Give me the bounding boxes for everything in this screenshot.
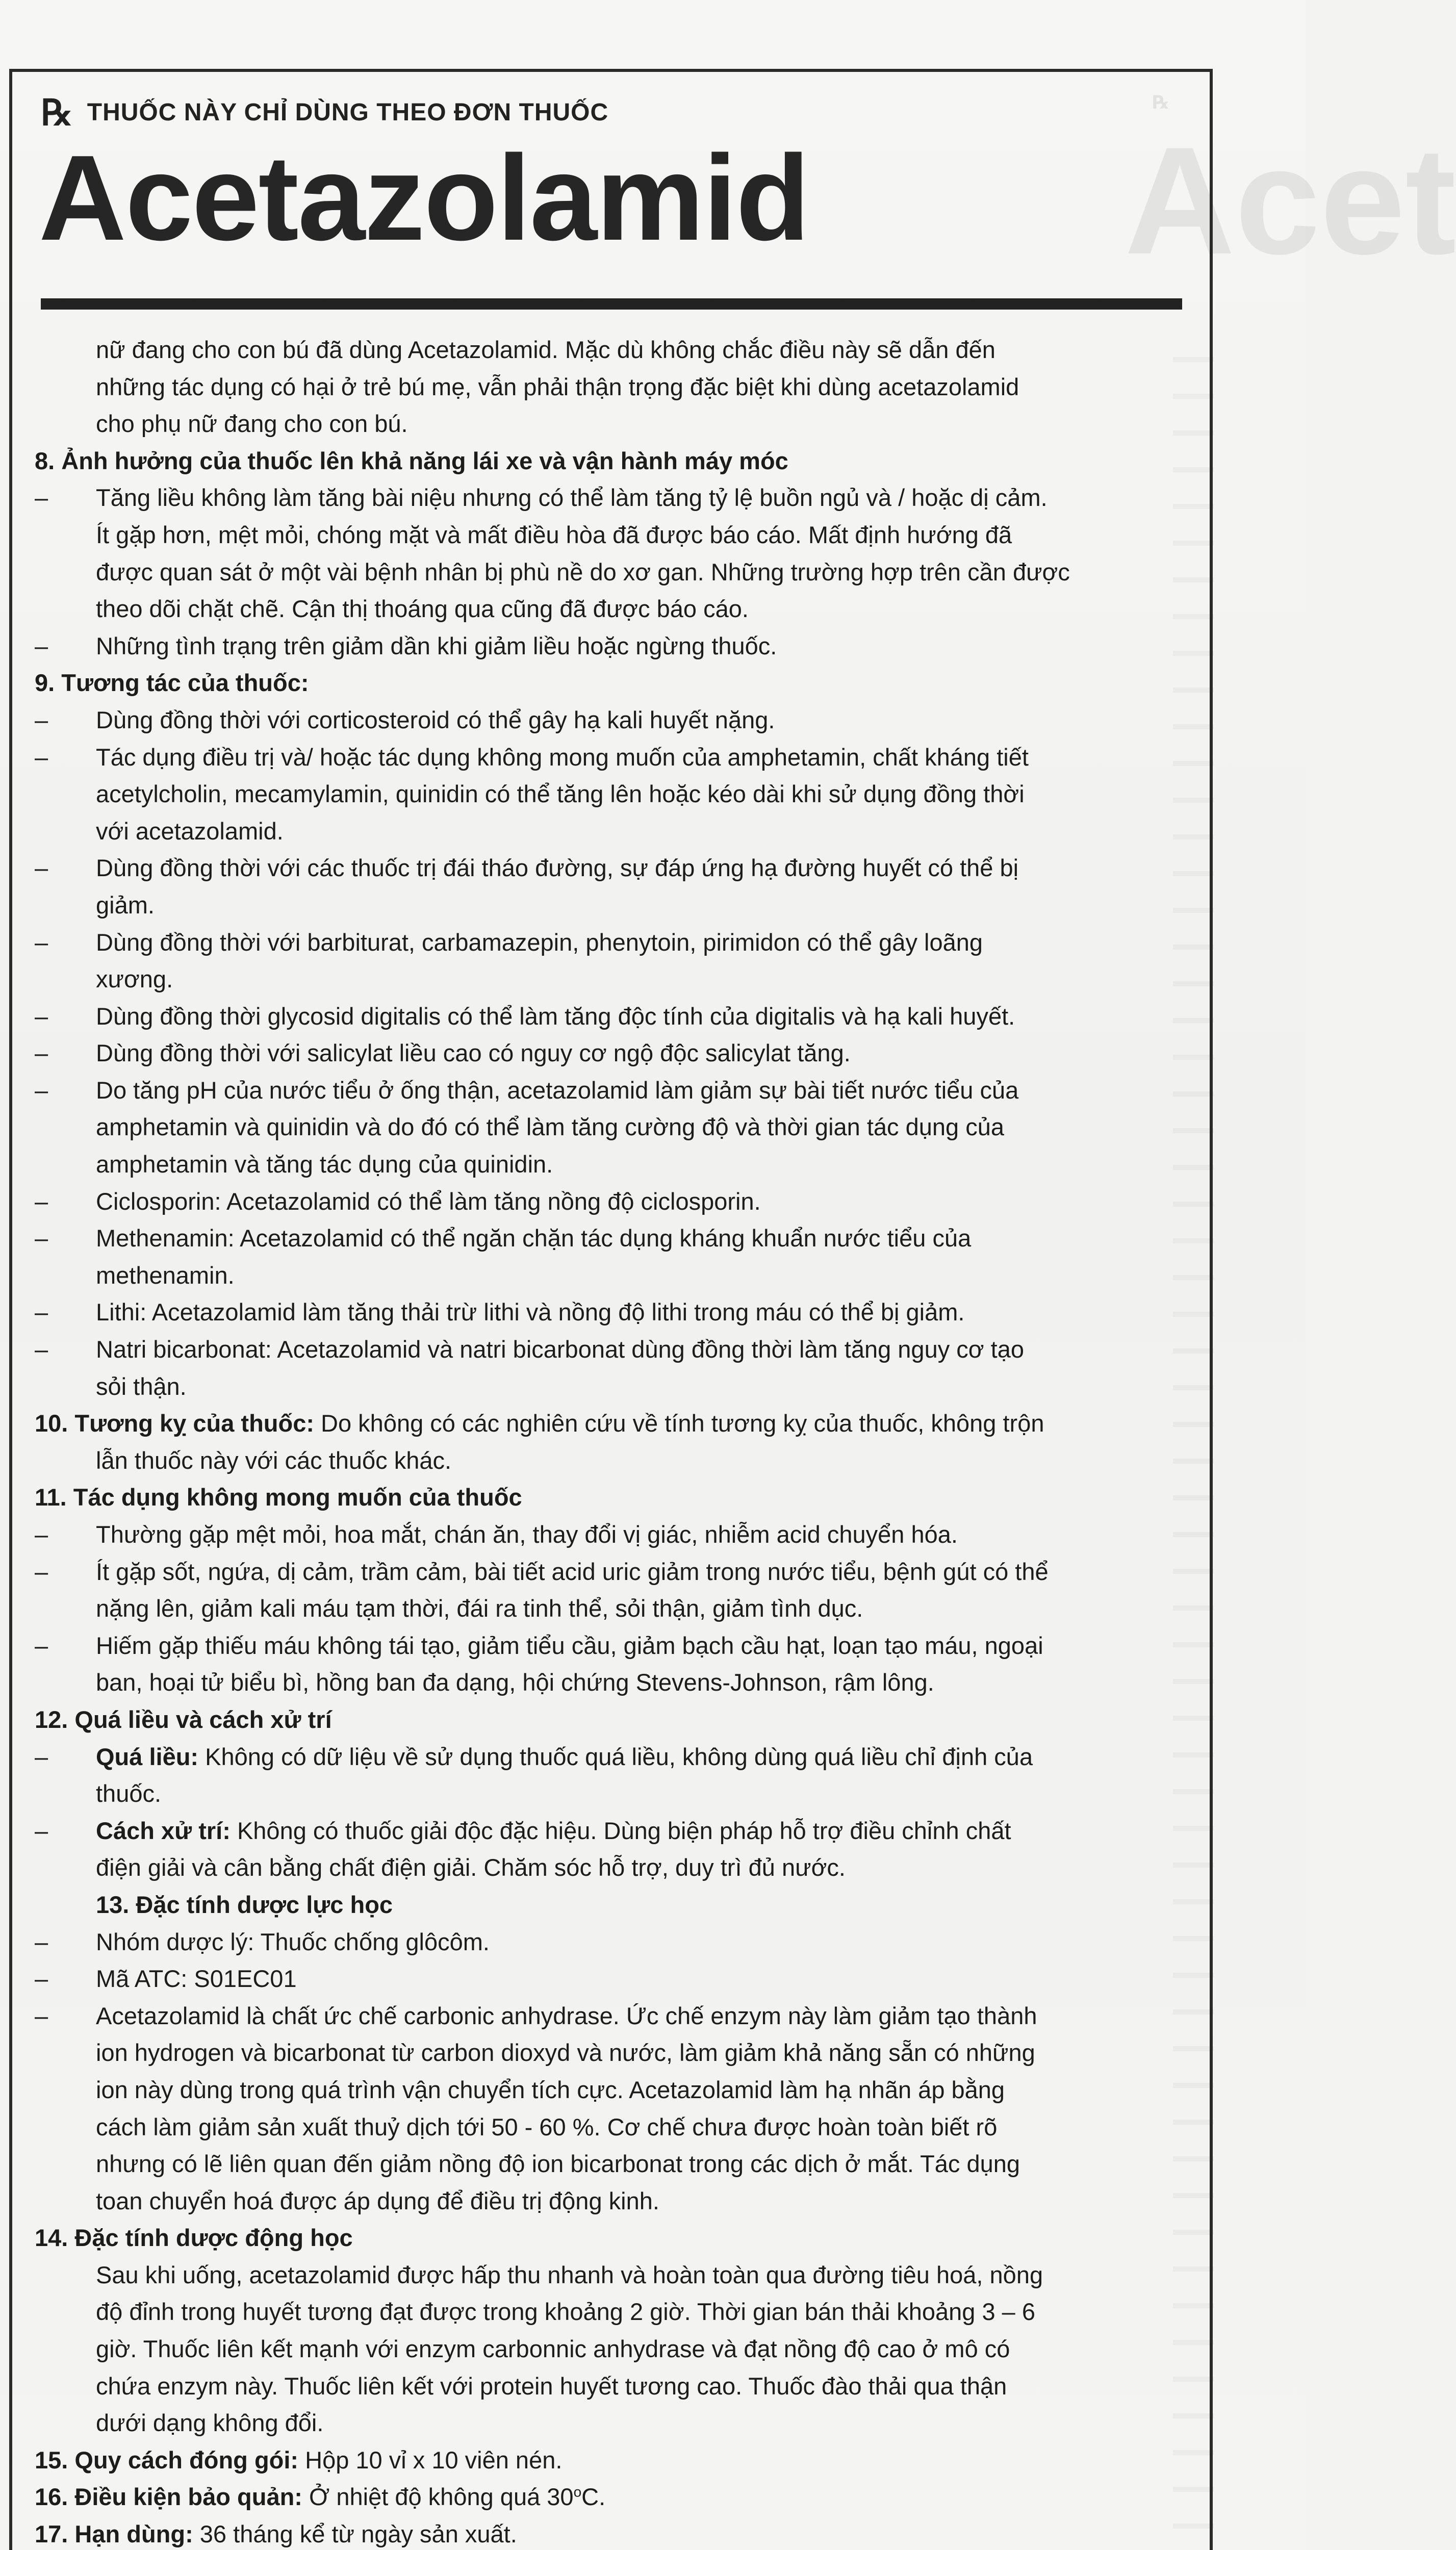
section-16 [35, 2479, 1192, 2516]
list-item [35, 739, 1192, 850]
text-line: – Acetazolamid là chất ức chế carbonic anhydrase. Ức chế enzym này làm giảm tạo thành [96, 2002, 1037, 2029]
list-item [35, 1960, 1192, 1998]
text-line: – Dùng đồng thời với salicylat liều cao có nguy cơ ngộ độc salicylat tăng. [96, 1039, 851, 1067]
list-item [35, 850, 1192, 924]
section-heading-9: 9. Tương tác của thuốc: [35, 669, 309, 697]
storage-text: Ở nhiệt độ không quá 30 [309, 2483, 574, 2511]
list-item [35, 998, 1192, 1035]
section-heading-10: 10. Tương kỵ của thuốc: [35, 1410, 314, 1437]
text-line: acetylcholin, mecamylamin, quinidin có thể tăng lên hoặc kéo dài khi sử dụng đồng thời [96, 780, 1025, 808]
text-line: nặng lên, giảm kali máu tạm thời, đái ra tinh thể, sỏi thận, giảm tình dục. [96, 1595, 863, 1622]
text-line: – Ciclosporin: Acetazolamid có thể làm tăng nồng độ ciclosporin. [96, 1187, 761, 1215]
text-line: – Natri bicarbonat: Acetazolamid và natri bicarbonat dùng đồng thời làm tăng nguy cơ tạo [96, 1336, 1024, 1363]
section-15 [35, 2442, 1192, 2479]
storage-unit: C. [581, 2483, 606, 2511]
text-line: độ đỉnh trong huyết tương đạt được trong khoảng 2 giờ. Thời gian bán thải khoảng 3 – 6 [96, 2298, 1036, 2326]
text-line: nữ đang cho con bú đã dùng Acetazolamid. Mặc dù không chắc điều này sẽ dẫn đến [96, 336, 995, 363]
text-line: – Methenamin: Acetazolamid có thể ngăn chặn tác dụng kháng khuẩn nước tiểu của [96, 1225, 972, 1252]
list-item [35, 1035, 1192, 1072]
list-item [35, 1627, 1192, 1701]
leaflet-body [35, 332, 1192, 2550]
text-line: – Thường gặp mệt mỏi, hoa mắt, chán ăn, thay đổi vị giác, nhiễm acid chuyển hóa. [96, 1521, 958, 1548]
treatment-line [96, 1813, 1192, 1850]
title-divider [41, 298, 1182, 310]
text-line: ban, hoại tử biểu bì, hồng ban đa dạng, hội chứng Stevens-Johnson, rậm lông. [96, 1669, 934, 1696]
text-line: với acetazolamid. [96, 817, 284, 845]
text-line: – Dùng đồng thời với corticosteroid có thể gây hạ kali huyết nặng. [96, 706, 775, 733]
text-line: ion hydrogen và bicarbonat từ carbon dioxyd và nước, làm giảm khả năng sẵn có những [96, 2039, 1035, 2067]
list-item [35, 1294, 1192, 1331]
prescription-header [41, 91, 609, 134]
text-line: giờ. Thuốc liên kết mạnh với enzym carbonnic anhydrase và đạt nồng độ cao ở mô có [96, 2335, 1010, 2363]
text-line: Không có dữ liệu về sử dụng thuốc quá liều, không dùng quá liều chỉ định của [205, 1743, 1033, 1770]
text-line: methenamin. [96, 1261, 235, 1289]
text-line: điện giải và cân bằng chất điện giải. Chăm sóc hỗ trợ, duy trì đủ nước. [96, 1854, 846, 1881]
text-line: cho phụ nữ đang cho con bú. [96, 410, 408, 438]
text-line: – Hiếm gặp thiếu máu không tái tạo, giảm tiểu cầu, giảm bạch cầu hạt, loạn tạo máu, ngoại [96, 1631, 1043, 1659]
text-line: cách làm giảm sản xuất thuỷ dịch tới 50 - 60 %. Cơ chế chưa được hoàn toàn biết rõ [96, 2113, 998, 2140]
text-line: – Tác dụng điều trị và/ hoặc tác dụng không mong muốn của amphetamin, chất kháng tiết [96, 743, 1029, 771]
section-heading-15: 15. Quy cách đóng gói: [35, 2446, 299, 2474]
show-through-watermark: Acet [1125, 115, 1456, 286]
text-line: giảm. [96, 891, 155, 919]
list-item [35, 1220, 1192, 1294]
list-item [35, 1739, 1192, 1813]
text-line: Do không có các nghiên cứu về tính tương kỵ của thuốc, không trộn [321, 1410, 1044, 1437]
list-item [35, 1998, 1192, 2220]
drug-title: Acetazolamid [39, 131, 809, 266]
section-heading-14: 14. Đặc tính dược động học [35, 2224, 353, 2252]
text-line: nhưng có lẽ liên quan đến giảm nồng độ ion bicarbonat trong các dịch ở mắt. Tác dụng [96, 2150, 1020, 2178]
section-heading-17: 17. Hạn dùng: [35, 2520, 193, 2548]
text-line: – Ít gặp sốt, ngứa, dị cảm, trầm cảm, bài tiết acid uric giảm trong nước tiểu, bệnh gút có thể [96, 1558, 1049, 1585]
list-item [35, 628, 1192, 665]
rx-icon: ℞ [41, 91, 70, 134]
section-heading-13: 13. Đặc tính dược lực học [96, 1891, 393, 1918]
section-10 [35, 1405, 1192, 1442]
text-line: – Dùng đồng thời với barbiturat, carbamazepin, phenytoin, pirimidon có thể gây loãng [96, 928, 983, 956]
text-line: amphetamin và quinidin và do đó có thể làm tăng cường độ và thời gian tác dụng của [96, 1113, 1004, 1141]
section-heading-8: 8. Ảnh hưởng của thuốc lên khả năng lái xe và vận hành máy móc [35, 447, 788, 474]
text-line: xương. [96, 965, 173, 993]
text-line: – Tăng liều không làm tăng bài niệu nhưng có thể làm tăng tỷ lệ buồn ngủ và / hoặc dị cảm. [96, 484, 1048, 512]
show-through-header: ℞ [1153, 92, 1169, 113]
packaging-text: Hộp 10 vỉ x 10 viên nén. [305, 2446, 563, 2474]
list-item [35, 1813, 1192, 1886]
text-line: dưới dạng không đổi. [96, 2409, 324, 2437]
list-item [35, 1183, 1192, 1220]
section-heading-11: 11. Tác dụng không mong muốn của thuốc [35, 1484, 522, 1511]
list-item [35, 702, 1192, 739]
text-line: – Dùng đồng thời glycosid digitalis có thể làm tăng độc tính của digitalis và hạ kali huyết. [96, 1002, 1015, 1030]
text-line: thuốc. [96, 1780, 162, 1807]
list-item [35, 1331, 1192, 1405]
section-heading-16: 16. Điều kiện bảo quản: [35, 2483, 302, 2511]
text-line: – Nhóm dược lý: Thuốc chống glôcôm. [96, 1928, 490, 1955]
text-line: ion này dùng trong quá trình vận chuyển tích cực. Acetazolamid làm hạ nhãn áp bằng [96, 2076, 1005, 2103]
text-line: toan chuyển hoá được áp dụng để điều trị động kinh. [96, 2187, 659, 2214]
degree-mark: o [573, 2484, 582, 2500]
shelf-life-text: 36 tháng kể từ ngày sản xuất. [199, 2520, 517, 2548]
overdose-label: Quá liều: [96, 1743, 199, 1770]
text-line: được quan sát ở một vài bệnh nhân bị phù nề do xơ gan. Những trường hợp trên cần được [96, 558, 1070, 585]
text-line: những tác dụng có hại ở trẻ bú mẹ, vẫn phải thận trọng đặc biệt khi dùng acetazolamid [96, 373, 1019, 400]
list-item [35, 479, 1192, 627]
text-line: sỏi thận. [96, 1372, 187, 1400]
text-line: – Mã ATC: S01EC01 [96, 1965, 297, 1993]
list-item [35, 1553, 1192, 1627]
list-item [35, 1924, 1192, 1961]
section-heading-12: 12. Quá liều và cách xử trí [35, 1705, 332, 1733]
prescription-notice: THUỐC NÀY CHỈ DÙNG THEO ĐƠN THUỐC [87, 98, 609, 126]
overdose-line [96, 1739, 1192, 1776]
section-17 [35, 2516, 1192, 2550]
text-line: – Lithi: Acetazolamid làm tăng thải trừ lithi và nồng độ lithi trong máu có thể bị giảm. [96, 1298, 965, 1326]
treatment-label: Cách xử trí: [96, 1817, 231, 1844]
text-line: – Dùng đồng thời với các thuốc trị đái tháo đường, sự đáp ứng hạ đường huyết có thể bị [96, 854, 1019, 882]
text-line: chứa enzym này. Thuốc liên kết với protein huyết tương cao. Thuốc đào thải qua thận [96, 2372, 1007, 2400]
list-item [35, 1516, 1192, 1553]
list-item [35, 924, 1192, 998]
text-line: theo dõi chặt chẽ. Cận thị thoáng qua cũng đã được báo cáo. [96, 595, 749, 623]
text-line: – Những tình trạng trên giảm dần khi giảm liều hoặc ngừng thuốc. [96, 632, 777, 659]
text-line: Ít gặp hơn, mệt mỏi, chóng mặt và mất điều hòa đã được báo cáo. Mất định hướng đã [96, 521, 1012, 548]
text-line: Sau khi uống, acetazolamid được hấp thu nhanh và hoàn toàn qua đường tiêu hoá, nồng [96, 2261, 1043, 2288]
list-item [35, 1072, 1192, 1183]
text-line: Không có thuốc giải độc đặc hiệu. Dùng biện pháp hỗ trợ điều chỉnh chất [237, 1817, 1011, 1844]
text-line: – Do tăng pH của nước tiểu ở ống thận, acetazolamid làm giảm sự bài tiết nước tiểu của [96, 1076, 1019, 1104]
text-line: lẫn thuốc này với các thuốc khác. [96, 1446, 452, 1474]
text-line: amphetamin và tăng tác dụng của quinidin. [96, 1151, 553, 1178]
